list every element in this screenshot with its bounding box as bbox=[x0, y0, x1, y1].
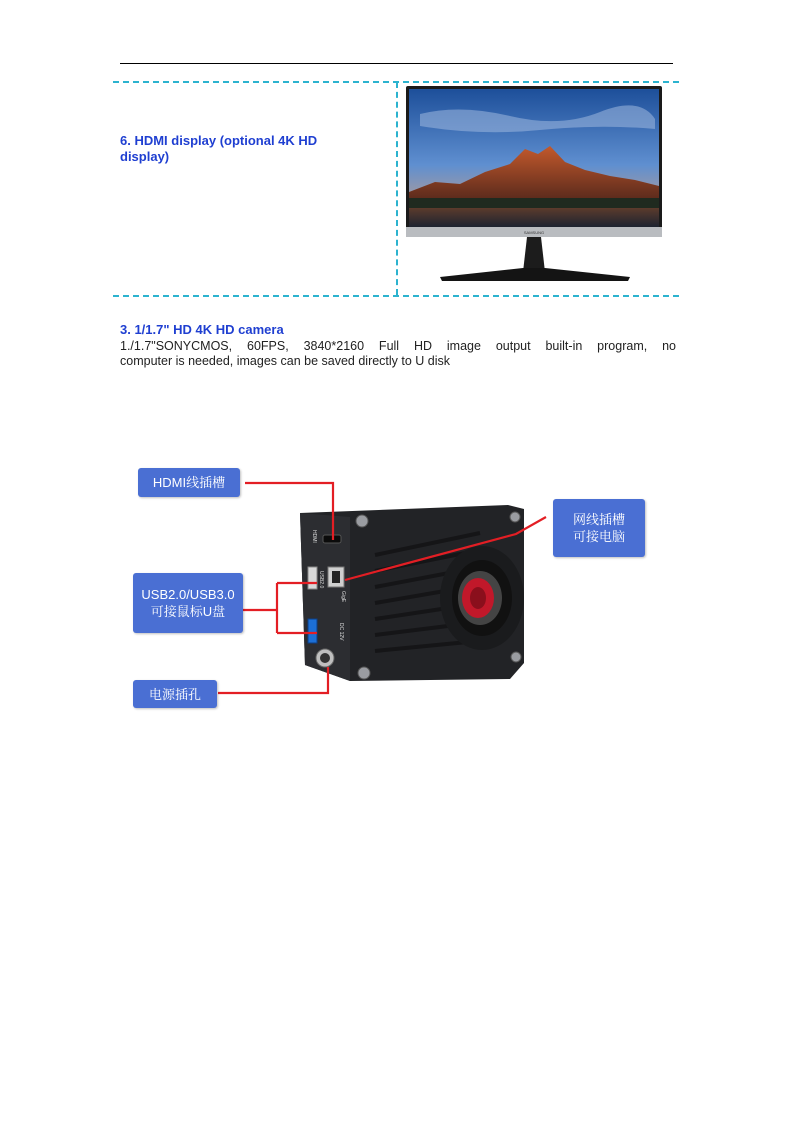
callout-hdmi-slot bbox=[138, 468, 240, 497]
section-3-description bbox=[120, 339, 676, 369]
monitor-stand-neck bbox=[523, 237, 545, 272]
callout-power-jack bbox=[133, 680, 217, 708]
dc-port-label: DC 12V bbox=[338, 623, 344, 641]
screw-bottom-right-icon bbox=[511, 652, 521, 662]
section-3-desc-line2: computer is needed, images can be saved directly to U disk bbox=[120, 354, 451, 368]
hdmi-port bbox=[323, 535, 341, 543]
section-6-heading-line1: 6. HDMI display (optional 4K HD bbox=[120, 133, 318, 148]
lake-reflection bbox=[409, 208, 659, 227]
table-column-divider bbox=[396, 82, 398, 295]
monitor-stand-base bbox=[440, 268, 630, 281]
callout-network-line1: 网线插槽 bbox=[572, 512, 625, 527]
section-3-heading: 3. 1/1.7" HD 4K HD camera bbox=[120, 322, 284, 337]
screw-top-left-icon bbox=[356, 515, 368, 527]
callout-power-text: 电源插孔 bbox=[148, 686, 201, 702]
table-bottom-border bbox=[113, 295, 679, 297]
gige-port-label: GigE bbox=[340, 591, 346, 603]
screw-bottom-left-icon bbox=[358, 667, 370, 679]
section-3-desc-line1: 1./1.7"SONYCMOS, 60FPS, 3840*2160 Full HD image output built-in program, no bbox=[120, 339, 676, 353]
callout-hdmi-slot-text: HDMI线插槽 bbox=[152, 475, 226, 490]
usb2-port bbox=[308, 567, 317, 589]
section-6-heading bbox=[120, 133, 380, 165]
header-rule bbox=[120, 63, 673, 64]
callout-usb-ports bbox=[133, 573, 243, 633]
usb2-port-label: USB2.0 bbox=[318, 571, 324, 589]
callout-network-port bbox=[553, 499, 645, 557]
monitor-image bbox=[400, 84, 672, 289]
usb3-port bbox=[308, 619, 317, 643]
camera-image bbox=[280, 495, 545, 690]
screw-top-right-icon bbox=[510, 512, 520, 522]
callout-network-line2: 可接电脑 bbox=[572, 529, 625, 544]
monitor-brand-logo: SAMSUNG bbox=[523, 230, 545, 235]
section-6-heading-line2: display) bbox=[120, 149, 170, 164]
callout-usb-line1: USB2.0/USB3.0 bbox=[141, 587, 235, 602]
hdmi-port-label: HDMI bbox=[311, 530, 317, 543]
callout-usb-line2: 可接鼠标U盘 bbox=[150, 604, 226, 619]
